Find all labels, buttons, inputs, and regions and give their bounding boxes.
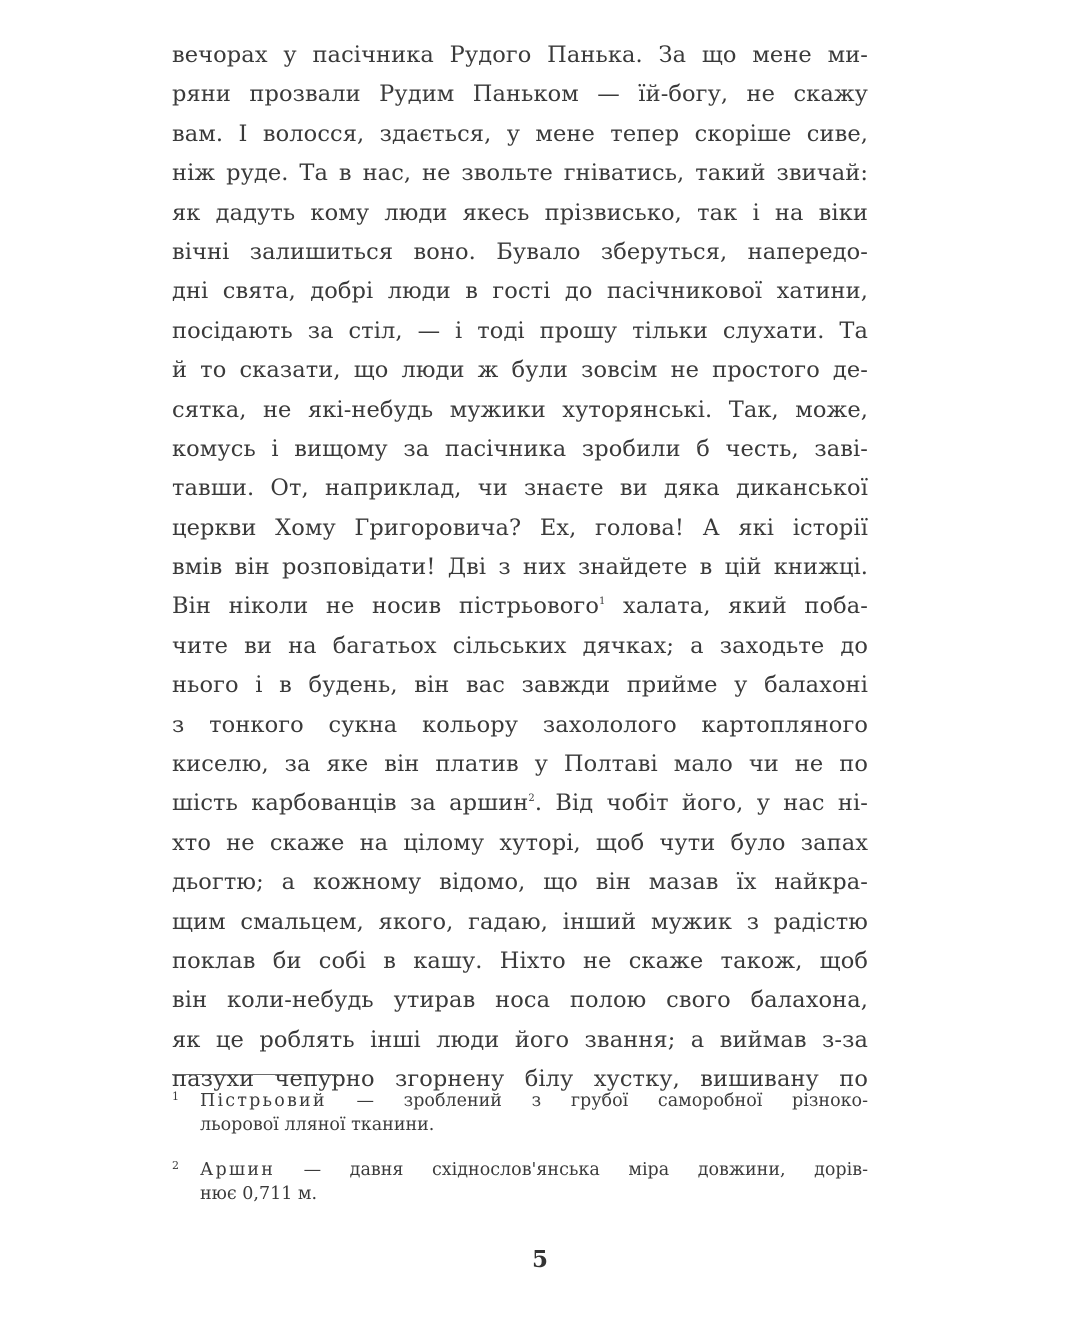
footnote-2 xyxy=(172,1151,868,1209)
text-line: ряни прозвали Рудим Паньком — їй-богу, не скажу xyxy=(172,81,868,108)
text-line: ніж руде. Та в нас, не звольте гніватись, такий звичай: xyxy=(172,160,868,187)
text-line: дні свята, добрі люди в гості до пасічникової хатини, xyxy=(172,278,868,305)
footnote-marker-1: 1 xyxy=(598,596,606,608)
text-line: дьогтю; а кожному відомо, що він мазав їх найкра- xyxy=(172,869,868,896)
text-line: нього і в будень, він вас завжди прийме у балахоні xyxy=(172,672,868,699)
text-line: як дадуть кому люди якесь прізвисько, так і на віки xyxy=(172,199,868,226)
text-line: тавши. От, наприклад, чи знаєте ви дяка диканської xyxy=(172,475,868,502)
text-line: він коли-небудь утирав носа полою свого балахона, xyxy=(172,987,868,1014)
footnote-line: льорової лляної тканини. xyxy=(200,1115,435,1135)
footnotes xyxy=(172,1082,868,1220)
main-text-block xyxy=(172,36,868,1100)
text-line: як це роблять інші люди його звання; а виймав з-за xyxy=(172,1026,868,1053)
footnote-definition: — давня східнослов'янська міра довжини, дорів- xyxy=(275,1160,868,1180)
footnote-term: Аршин xyxy=(200,1160,276,1180)
text-line: посідають за стіл, — і тоді прошу тільки слухати. Та xyxy=(172,317,868,344)
text-fragment: шість карбованців за аршин xyxy=(172,790,529,817)
footnote-line xyxy=(172,1151,868,1180)
text-line: поклав би собі в кашу. Ніхто не скаже також, щоб xyxy=(172,947,868,974)
text-line: комусь і вищому за пасічника зробили б честь, заві- xyxy=(172,435,868,462)
text-line: сятка, не які-небудь мужики хуторянські. Так, може, xyxy=(172,396,868,423)
footnote-number: 1 xyxy=(172,1090,179,1103)
footnote-line: нює 0,711 м. xyxy=(200,1184,318,1204)
text-line: щим смальцем, якого, гадаю, інший мужик з радістю xyxy=(172,908,868,935)
footnote-term: Пістрьовий xyxy=(200,1091,327,1111)
text-line: киселю, за яке він платив у Полтаві мало чи не по xyxy=(172,751,868,778)
text-line: пазухи чепурно згорнену білу хустку, вишивану по xyxy=(172,1066,868,1093)
text-line: й то сказати, що люди ж були зовсім не простого де- xyxy=(172,357,868,384)
footnote-1 xyxy=(172,1082,868,1140)
footnote-number: 2 xyxy=(172,1159,179,1172)
text-line: вічні залишиться воно. Бувало зберуться, напередо- xyxy=(172,238,868,265)
text-line: вам. І волосся, здається, у мене тепер скоріше сиве, xyxy=(172,120,868,147)
text-line: чите ви на багатьох сільських дячках; а заходьте до xyxy=(172,632,868,659)
text-line: вмів він розповідати! Дві з них знайдете в цій книжці. xyxy=(172,554,868,581)
text-line: вечорах у пасічника Рудого Панька. За що мене ми- xyxy=(172,42,868,68)
footnote-marker-2: 2 xyxy=(528,793,535,805)
text-line-with-footnote-1 xyxy=(172,587,868,626)
text-fragment: халата, який поба- xyxy=(605,593,868,620)
text-line: хто не скаже на цілому хуторі, щоб чути було запах xyxy=(172,829,868,856)
footnote-line xyxy=(172,1082,868,1111)
footnote-separator xyxy=(172,1074,342,1075)
footnote-definition: — зроблений з грубої саморобної різноко- xyxy=(326,1091,868,1111)
text-line: церкви Хому Григоровича? Ех, голова! А які історії xyxy=(172,514,868,541)
page-number: 5 xyxy=(531,1246,548,1273)
text-fragment: . Від чобіт його, у нас ні- xyxy=(534,790,868,817)
text-line: з тонкого сукна кольору захололого картопляного xyxy=(172,711,868,738)
text-line-with-footnote-2 xyxy=(172,784,868,823)
text-fragment: Він ніколи не носив пістрьового xyxy=(172,593,599,620)
